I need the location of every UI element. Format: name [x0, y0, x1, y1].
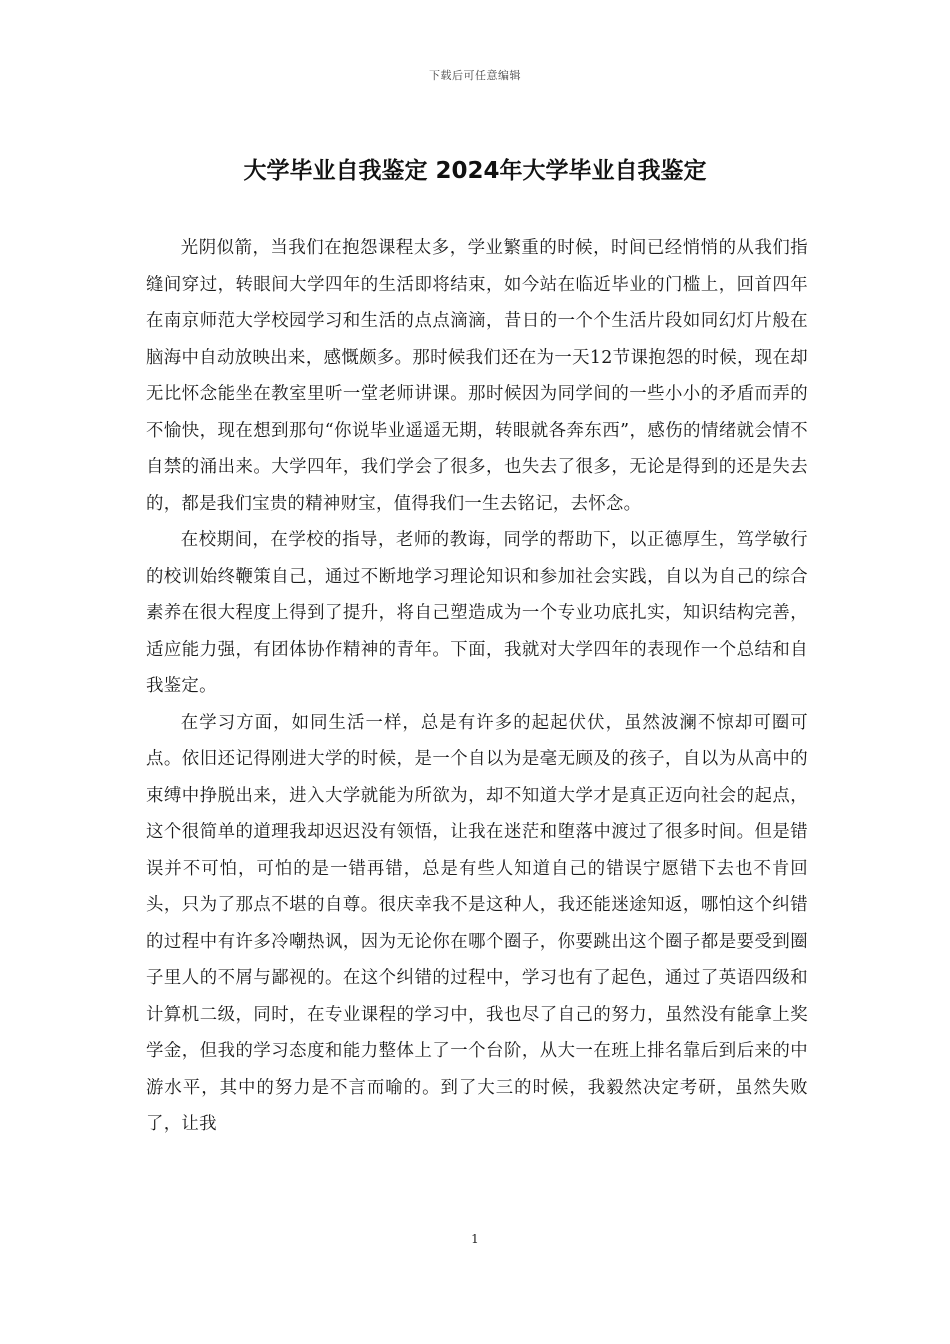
paragraph-2: 在校期间，在学校的指导，老师的教诲，同学的帮助下，以正德厚生，笃学敏行的校训始终鞭策自己，通过不断地学习理论知识和参加社会实践，自以为自己的综合素养在很大程度上得到了提升，将自己塑造成为一个专业功底扎实，知识结构完善，适应能力强，有团体协作精神的青年。下面，我就对大学四年的表现作一个总结和自我鉴定。	[146, 530, 808, 696]
paragraph-1: 光阴似箭，当我们在抱怨课程太多，学业繁重的时候，时间已经悄悄的从我们指缝间穿过，转眼间大学四年的生活即将结束，如今站在临近毕业的门槛上，回首四年在南京师范大学校园学习和生活的点点滴滴，昔日的一个个生活片段如同幻灯片般在脑海中自动放映出来，感慨颇多。那时候我们还在为一天12节课抱怨的时候，现在却无比怀念能坐在教室里听一堂老师讲课。那时候因为同学间的一些小小的矛盾而弄的不愉快，现在想到那句“你说毕业遥遥无期，转眼就各奔东西”，感伤的情绪就会情不自禁的涌出来。大学四年，我们学会了很多，也失去了很多，无论是得到的还是失去的，都是我们宝贵的精神财宝，值得我们一生去铭记，去怀念。	[146, 238, 808, 514]
page-number: 1	[471, 1232, 479, 1246]
paragraph-3: 在学习方面，如同生活一样，总是有许多的起起伏伏，虽然波澜不惊却可圈可点。依旧还记得刚进大学的时候，是一个自以为是毫无顾及的孩子，自以为从高中的束缚中挣脱出来，进入大学就能为所欲为，却不知道大学才是真正迈向社会的起点，这个很简单的道理我却迟迟没有领悟，让我在迷茫和堕落中渡过了很多时间。但是错误并不可怕，可怕的是一错再错，总是有些人知道自己的错误宁愿错下去也不肯回头，只为了那点不堪的自尊。很庆幸我不是这种人，我还能迷途知返，哪怕这个纠错的过程中有许多冷嘲热讽，因为无论你在哪个圈子，你要跳出这个圈子都是要受到圈子里人的不屑与鄙视的。在这个纠错的过程中，学习也有了起色，通过了英语四级和计算机二级，同时，在专业课程的学习中，我也尽了自己的努力，虽然没有能拿上奖学金，但我的学习态度和能力整体上了一个台阶，从大一在班上排名靠后到后来的中游水平，其中的努力是不言而喻的。到了大三的时候，我毅然决定考研，虽然失败了，让我	[146, 712, 808, 1134]
document-title: 大学毕业自我鉴定 2024年大学毕业自我鉴定	[243, 158, 707, 184]
document-body	[146, 230, 808, 1143]
header-note: 下载后可任意编辑	[429, 69, 521, 82]
